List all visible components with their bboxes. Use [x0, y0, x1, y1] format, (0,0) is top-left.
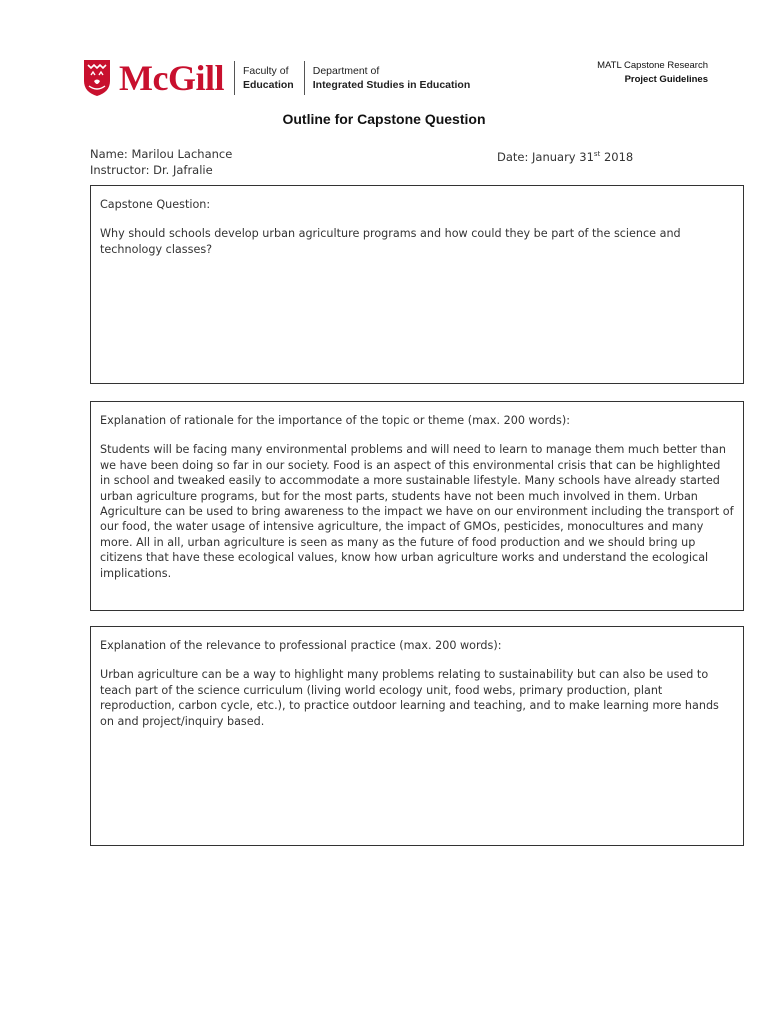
faculty-line-2: Education — [242, 79, 294, 91]
capstone-question-text: Why should schools develop urban agriculture programs and how could they be part of the science and technology classes? — [100, 227, 681, 256]
brand-wordmark: McGill — [119, 58, 224, 98]
capstone-question-label: Capstone Question: — [100, 198, 211, 211]
rationale-text: Students will be facing many environmental problems and will need to learn to manage them much better than we have been doing so far in our society. Food is an aspect of this environmental crisis that can be highlighted in school and tweaked easily to accommodate a more sustainable lifestyle. Many schools have already started urban agriculture programs, but for the most parts, students have not been much involved in them. Urban Agriculture can be used to bring awareness to the impact we have on our environment including the transport of our food, the water usage of intensive agriculture, the impact of GMOs, pesticides, monocultures and many more. All in all, urban agriculture is seen as many as the future of food production and we should bring up citizens that have these ecological values, know how urban agriculture works and understand the ecological implications. — [100, 443, 734, 580]
department-line-1: Department of — [312, 65, 380, 77]
date-ordinal: st — [593, 150, 601, 158]
faculty-label — [243, 64, 294, 92]
mcgill-crest-icon — [83, 59, 111, 97]
relevance-box — [90, 626, 744, 846]
logo-divider — [234, 61, 235, 95]
mcgill-logo — [83, 57, 470, 99]
capstone-question-box — [90, 185, 744, 384]
relevance-text: Urban agriculture can be a way to highlight many problems relating to sustainability but can also be used to teach part of the science curriculum (living world ecology unit, food webs, primary production, plant reproduction, carbon cycle, etc.), to practice outdoor learning and teaching, and to make learning more hands on and project/inquiry based. — [100, 668, 719, 728]
project-line-1: MATL Capstone Research — [597, 60, 708, 71]
faculty-line-1: Faculty of — [242, 65, 289, 77]
department-line-2: Integrated Studies in Education — [312, 79, 471, 91]
logo-divider-2 — [304, 61, 305, 95]
date-info — [497, 146, 633, 165]
project-header — [597, 59, 708, 87]
student-name: Name: Marilou Lachance — [90, 147, 233, 161]
project-line-2: Project Guidelines — [624, 74, 708, 85]
relevance-label: Explanation of the relevance to professional practice (max. 200 words): — [100, 639, 502, 652]
instructor-name: Instructor: Dr. Jafralie — [90, 163, 213, 177]
student-info — [90, 146, 232, 178]
date-text: Date: January 31 — [497, 149, 594, 164]
department-label — [313, 64, 471, 92]
rationale-box — [90, 401, 744, 611]
page-title: Outline for Capstone Question — [282, 111, 486, 127]
date-year: 2018 — [600, 149, 634, 164]
rationale-label: Explanation of rationale for the importance of the topic or theme (max. 200 words): — [100, 414, 570, 427]
